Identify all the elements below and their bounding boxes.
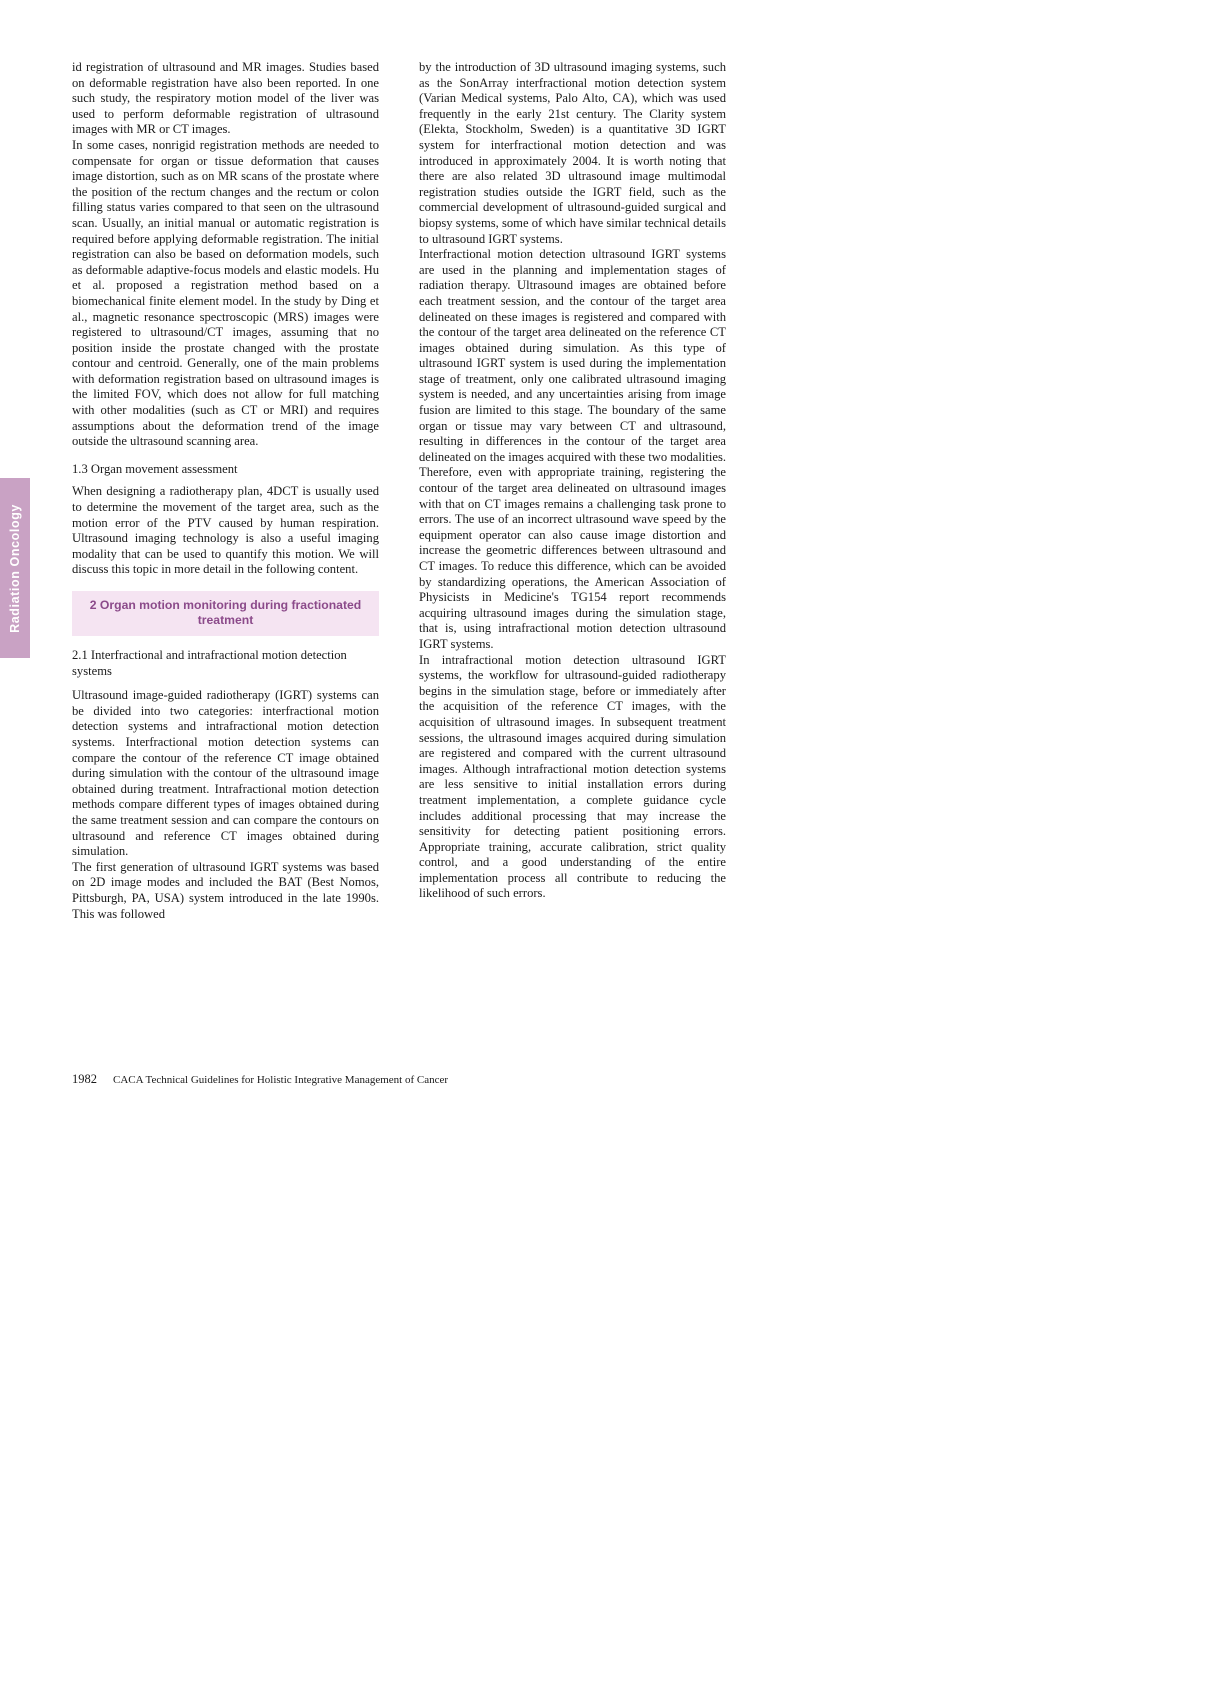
paragraph: id registration of ultrasound and MR images. Studies based on deformable registration have also been reported. In one such study, the respiratory motion model of the liver was used to perform deformable registration of ultrasound images with MR or CT images. [72,60,379,137]
text-columns [72,60,1146,922]
page-number: 1982 [72,1072,97,1086]
paragraph: The first generation of ultrasound IGRT systems was based on 2D image modes and included the BAT (Best Nomos, Pittsburgh, PA, USA) system introduced in the late 1990s. This was followed [72,859,379,921]
section-banner-2: 2 Organ motion monitoring during fractionated treatment [72,591,379,636]
paragraph: In intrafractional motion detection ultrasound IGRT systems, the workflow for ultrasound-guided radiotherapy begins in the simulation stage, before or immediately after the acquisition of the reference CT images, with the acquisition of ultrasound images. In subsequent treatment sessions, the ultrasound images acquired during simulation are registered and compared with the current ultrasound images. Although intrafractional motion detection systems are less sensitive to initial installation errors during treatment implementation, a complete guidance cycle includes additional processing that may increase the sensitivity for detecting patient positioning errors. Appropriate training, accurate calibration, strict quality control, and a good understanding of the entire implementation process all contribute to reducing the likelihood of such errors. [419,652,726,901]
left-column [72,60,379,922]
running-head-label: Radiation Oncology [8,503,22,633]
subsection-heading-2-1: 2.1 Interfractional and intrafractional motion detection systems [72,648,347,678]
paragraph: When designing a radiotherapy plan, 4DCT is usually used to determine the movement of the target area, such as the motion error of the PTV caused by human respiration. Ultrasound imaging technology is also a useful imaging modality that can be used to quantify this motion. We will discuss this topic in more detail in the following content. [72,484,379,577]
paragraph: In some cases, nonrigid registration methods are needed to compensate for organ or tissue deformation that causes image distortion, such as on MR scans of the prostate where the position of the rectum changes and the rectum or colon filling status varies compared to that seen on the ultrasound scan. Usually, an initial manual or automatic registration is required before applying deformable registration. The initial registration can also be based on deformation models, such as deformable adaptive-focus models and elastic models. Hu et al. proposed a registration method based on a biomechanical finite element model. In the study by Ding et al., magnetic resonance spectroscopic (MRS) images were registered to ultrasound/CT images, assuming that no position inside the prostate changed with the prostate contour and centroid. Generally, one of the main problems with deformation registration based on ultrasound images is the limited FOV, which does not allow for full matching with other modalities (such as CT or MRI) and requires assumptions about the deformation trend of the image outside the ultrasound scanning area. [72,137,379,449]
subsection-heading-1-3: 1.3 Organ movement assessment [72,461,238,476]
right-column [419,60,726,922]
paragraph: Ultrasound image-guided radiotherapy (IGRT) systems can be divided into two categories: interfractional motion detection systems and intrafractional motion detection systems. Interfractional motion detection systems can compare the contour of the reference CT image obtained during simulation with the contour of the ultrasound image obtained during treatment. Intrafractional motion detection methods compare different types of images obtained during the same treatment session and can compare the contours on ultrasound and reference CT images obtained during simulation. [72,688,379,859]
page-footer [72,1072,448,1087]
paragraph: Interfractional motion detection ultrasound IGRT systems are used in the planning and implementation stages of radiation therapy. Ultrasound images are obtained before each treatment session, and the contour of the target area delineated on these images is registered and compared with the contour of the target area delineated on the reference CT images obtained during simulation. As this type of ultrasound IGRT system is used during the implementation stage of treatment, only one calibrated ultrasound imaging system is needed, and any uncertainties arising from image fusion are limited to this stage. The boundary of the same organ or tissue may vary between CT and ultrasound, resulting in differences in the contour of the target area delineated on the images acquired with these two modalities. Therefore, even with appropriate training, registering the contour of the target area delineated on ultrasound images with that on CT images remains a challenging task prone to errors. The use of an incorrect ultrasound wave speed by the equipment operator can also cause image distortion and increase the geometric differences between ultrasound and CT images. To reduce this difference, which can be avoided by standardizing operations, the American Association of Physicists in Medicine's TG154 report recommends acquiring ultrasound images during the simulation stage, that is, using intrafractional motion detection ultrasound IGRT systems. [419,247,726,651]
paragraph: by the introduction of 3D ultrasound imaging systems, such as the SonArray interfractional motion detection system (Varian Medical systems, Palo Alto, CA), which was used frequently in the early 21st century. The Clarity system (Elekta, Stockholm, Sweden) is a quantitative 3D IGRT system for interfractional motion detection and was introduced in approximately 2004. It is worth noting that there are also related 3D ultrasound image multimodal registration studies outside the IGRT field, such as the commercial development of ultrasound-guided surgical and biopsy systems, some of which have similar technical details to ultrasound IGRT systems. [419,60,726,246]
running-head-tab [0,478,30,658]
book-title: CACA Technical Guidelines for Holistic Integrative Management of Cancer [113,1074,449,1086]
